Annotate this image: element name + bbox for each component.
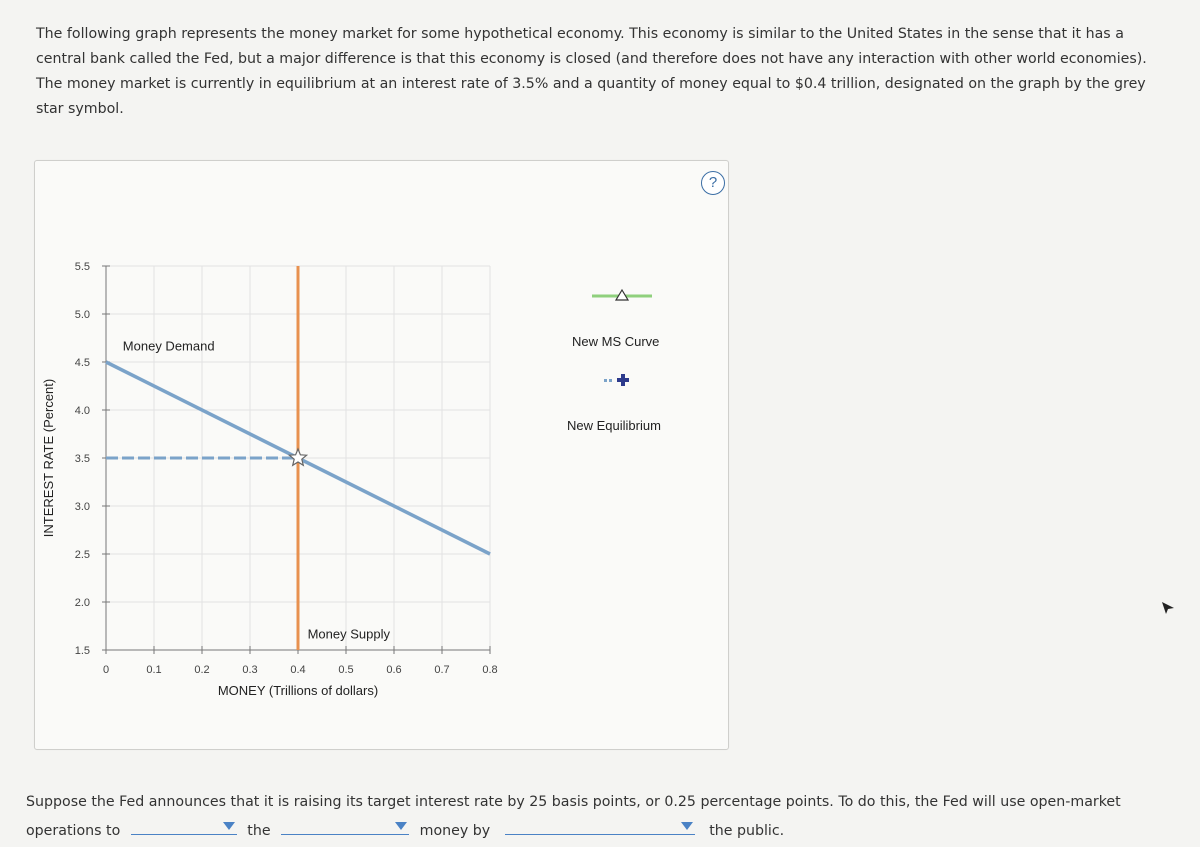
y-tick-label: 1.5	[74, 645, 90, 657]
x-tick-label: 0.6	[386, 664, 402, 676]
money-demand-label: Money Demand	[122, 338, 215, 354]
money-market-chart	[35, 161, 728, 749]
x-tick-label: 0.1	[146, 664, 162, 676]
x-tick-label: 0	[102, 664, 110, 676]
x-tick-label: 0.3	[242, 664, 258, 676]
legend-dot	[604, 379, 607, 382]
money-supply-label: Money Supply	[307, 626, 390, 642]
dropdown-action[interactable]	[131, 816, 237, 835]
chevron-down-icon	[395, 822, 407, 830]
y-tick-label: 4.0	[74, 405, 90, 417]
y-tick-label: 3.0	[74, 501, 90, 513]
x-axis-label: MONEY (Trillions of dollars)	[217, 683, 379, 698]
x-tick-label: 0.4	[290, 664, 306, 676]
chevron-down-icon	[681, 822, 693, 830]
x-tick-label: 0.2	[194, 664, 210, 676]
plus-icon	[617, 374, 629, 386]
y-axis-label: INTEREST RATE (Percent)	[41, 378, 56, 538]
question-part3: money by	[419, 823, 491, 839]
x-tick-label: 0.5	[338, 664, 354, 676]
intro-text	[36, 22, 1156, 122]
y-tick-label: 2.0	[74, 597, 90, 609]
question-part4: the public.	[709, 823, 785, 839]
y-tick-label: 3.5	[74, 453, 90, 465]
legend-new-ms-curve-label: New MS Curve	[572, 334, 660, 349]
intro-paragraph: The following graph represents the money market for some hypothetical economy. This economy is similar to the United States in the sense that it has a central bank called the Fed, but a major difference is that this economy is closed (and therefore does not have any interaction with other world economies). The money market is currently in equilibrium at an interest rate of 3.5% and a quantity of money equal to $0.4 trillion, designated on the graph by the grey star symbol.	[36, 26, 1147, 117]
x-tick-label: 0.8	[482, 664, 498, 676]
y-tick-label: 5.0	[74, 309, 90, 321]
question-part1: Suppose the Fed announces that it is raising its target interest rate by 25 basis points, or 0.25 percentage points. To do this, the Fed will use open-market operations to	[26, 794, 1121, 839]
question-part2: the	[247, 823, 271, 839]
graph-panel	[34, 160, 729, 750]
chevron-down-icon	[223, 822, 235, 830]
dropdown-counterparty[interactable]	[505, 816, 695, 835]
question-text	[26, 788, 1176, 845]
legend-new-equilibrium-label: New Equilibrium	[567, 418, 661, 433]
legend-dot	[609, 379, 612, 382]
mouse-cursor-icon	[1160, 600, 1176, 616]
y-tick-label: 5.5	[74, 261, 90, 273]
dropdown-direction[interactable]	[281, 816, 409, 835]
y-tick-label: 4.5	[74, 357, 90, 369]
help-icon[interactable]: ?	[701, 171, 725, 195]
x-tick-label: 0.7	[434, 664, 450, 676]
y-tick-label: 2.5	[74, 549, 90, 561]
